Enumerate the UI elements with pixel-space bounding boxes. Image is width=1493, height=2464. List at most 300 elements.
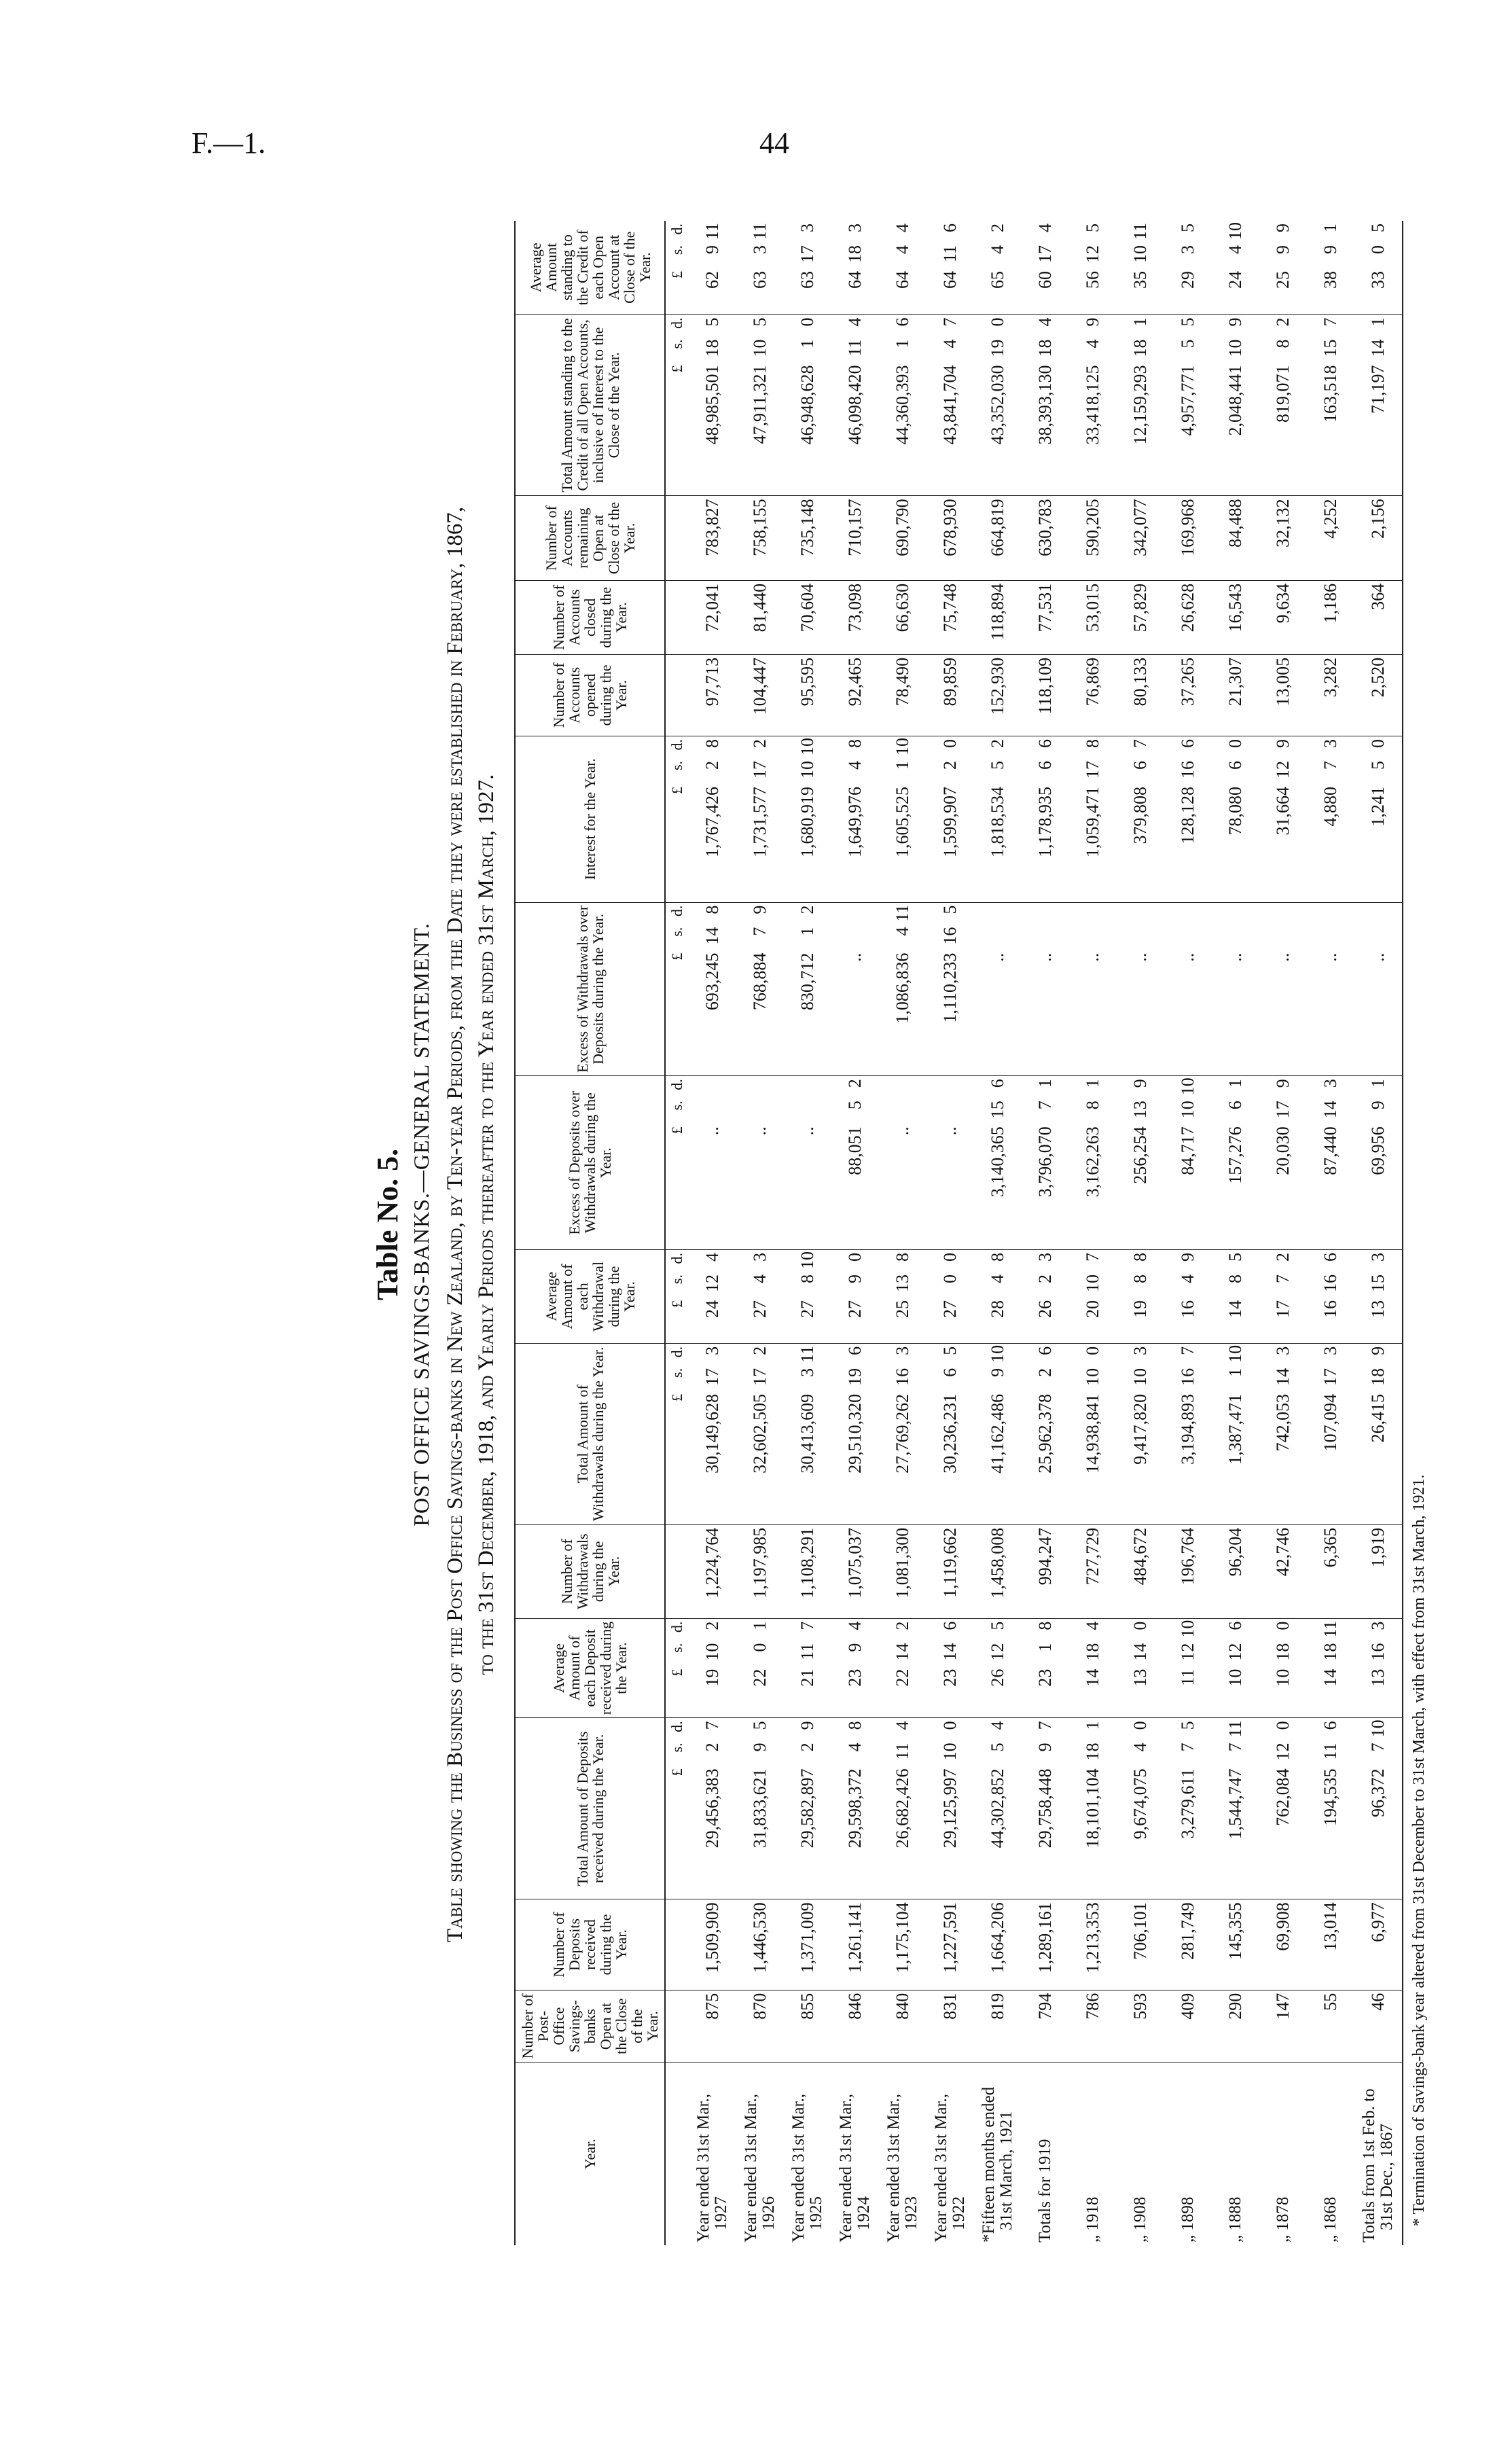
pence-value: 5 [940,1346,960,1355]
shillings-value: 7 [1273,1274,1293,1284]
excess-wd-cell [1307,902,1354,1076]
shillings-value: 12 [1178,1643,1198,1661]
wd-no-cell: 196,764 [1164,1524,1212,1618]
pence-value: 2 [893,1621,912,1630]
column-header: Total Amount standing to the Credit of all Open Accounts, inclusive of Interest to the Close of the Year. [515,315,665,496]
shillings-value: 9 [750,1743,770,1752]
pence-value: 1 [750,1621,770,1630]
column-header: Number of Withdrawals during the Year. [515,1524,665,1618]
pence-unit: d. [668,738,685,751]
pence-value: 7 [1178,1346,1198,1355]
interest-cell [736,736,784,902]
shillings-value: 1 [893,339,912,349]
pence-unit: d. [668,1253,685,1264]
shillings-value: 16 [940,927,960,945]
pounds-value: 3,194,893 [1178,1393,1198,1465]
wd-avg-cell [1022,1250,1069,1344]
closed-cell: 9,634 [1259,580,1307,654]
banks-cell: 840 [879,1990,927,2063]
interest-cell [1307,736,1354,902]
pence-value: 11 [1225,1720,1245,1738]
wd-total-cell [689,1343,736,1524]
wd-avg-cell [1212,1250,1259,1344]
excess-dep-cell [689,1076,736,1250]
pence-value: 2 [988,224,1007,232]
pounds-value: 768,884 [750,952,770,1011]
year-label: „ 1918 [1083,2196,1102,2243]
wd-avg-cell [1354,1250,1403,1344]
excess-dep-cell [1117,1076,1164,1250]
pence-value: 3 [1368,1621,1388,1630]
pounds-value: 3,279,611 [1178,1768,1198,1839]
year-sublabel: 31st Dec., 1867 [1378,2124,1396,2230]
pence-value: 3 [845,224,865,232]
pounds-value: 64 [940,271,960,289]
pence-value: 8 [1083,738,1102,748]
table-row [1212,221,1259,2245]
shillings-value: 11 [797,1643,817,1660]
pounds-value: 23 [940,1668,960,1687]
pound-unit: £ [668,365,685,373]
shillings-value: 1 [797,927,817,936]
table-row [879,221,927,2245]
pounds-value: 1,178,935 [1035,786,1055,857]
year-cell [1259,2063,1307,2245]
table-header [515,221,665,2245]
dep-avg-cell [1117,1618,1164,1718]
year-sublabel: 1926 [759,2196,778,2230]
pounds-value: 69,956 [1368,1126,1388,1175]
shillings-value: 14 [1130,1643,1150,1661]
wd-total-cell [974,1343,1022,1524]
banks-cell: 147 [1259,1990,1307,2063]
interest-cell [831,736,879,902]
excess-wd-cell [974,902,1022,1076]
pounds-value: .. [1225,952,1245,962]
dep-avg-cell [736,1618,784,1718]
pounds-value: 65 [988,271,1007,289]
dep-avg-cell [784,1618,831,1718]
wd-avg-cell [974,1250,1022,1344]
shillings-value: 15 [1320,339,1340,357]
column-header: Total Amount of Withdrawals during the Year. [515,1343,665,1524]
open-cell: 2,156 [1354,496,1403,581]
pounds-value: 88,051 [845,1126,865,1175]
opened-cell: 80,133 [1117,654,1164,736]
shilling-unit: s. [668,339,685,349]
pence-value: 5 [1178,317,1198,327]
avg-credit-cell [1117,221,1164,315]
pounds-value: 25 [1273,271,1293,289]
document-code: F.—1. [192,126,266,160]
shillings-value: 14 [940,1643,960,1661]
pounds-value: 1,387,471 [1225,1393,1245,1465]
pounds-value: 128,128 [1178,786,1198,844]
pounds-value: 21 [797,1668,817,1687]
shillings-value: 4 [1130,1743,1150,1752]
units-cell [665,580,689,654]
shillings-value: 9 [1273,245,1293,254]
year-sublabel: 31st March, 1921 [997,2111,1015,2230]
shillings-value: 14 [1273,1368,1293,1386]
year-cell [1307,2063,1354,2245]
shilling-unit: s. [668,1274,685,1285]
wd-total-cell [1212,1343,1259,1524]
pence-value: 9 [1130,1079,1150,1088]
pence-value: 7 [1320,317,1340,327]
pence-value: 3 [1035,1253,1055,1262]
pence-value: 8 [845,738,865,748]
dep-total-cell [927,1718,974,1899]
excess-wd-cell [689,902,736,1076]
pence-value: 11 [1130,222,1150,240]
wd-no-cell: 994,247 [1022,1524,1069,1618]
credit-cell [974,315,1022,496]
pence-value: 10 [1178,1077,1198,1096]
pence-value: 0 [1083,1346,1102,1355]
table-row [784,221,831,2245]
pence-value: 11 [797,1345,817,1363]
pence-value: 3 [1368,1253,1388,1262]
table-row [1354,221,1403,2245]
wd-no-cell: 1,119,662 [927,1524,974,1618]
credit-cell [1164,315,1212,496]
pounds-value: 30,149,628 [702,1393,722,1474]
pounds-value: 379,808 [1130,786,1150,844]
units-cell [665,1899,689,1990]
credit-cell [927,315,974,496]
pence-value: 10 [1225,1344,1245,1363]
closed-cell: 81,440 [736,580,784,654]
pounds-value: 44,360,393 [893,365,912,445]
wd-total-cell [1069,1343,1117,1524]
shillings-value: 7 [1178,1743,1198,1752]
pounds-value: 44,302,852 [988,1768,1007,1849]
shillings-value: 18 [1083,1643,1102,1661]
dep-no-cell: 1,289,161 [1022,1899,1069,1990]
credit-cell [1212,315,1259,496]
excess-dep-cell [736,1076,784,1250]
shillings-value: 3 [797,1368,817,1377]
shillings-value: 12 [1083,245,1102,263]
pence-value: 3 [1273,1346,1293,1355]
banks-cell: 55 [1307,1990,1354,2063]
pounds-value: .. [1273,952,1293,962]
pence-value: 5 [1225,1253,1245,1262]
credit-cell [1069,315,1117,496]
excess-dep-cell [1164,1076,1212,1250]
credit-cell [879,315,927,496]
shillings-value: 4 [1178,1274,1198,1284]
open-cell: 342,077 [1117,496,1164,581]
units-cell [665,221,689,315]
pounds-value: 742,053 [1273,1393,1293,1452]
pence-value: 9 [1273,224,1293,232]
shillings-value: 17 [797,245,817,263]
shillings-value: 7 [1035,1101,1055,1110]
year-cell [784,2063,831,2245]
shillings-value: 18 [1320,1643,1340,1661]
wd-avg-cell [1164,1250,1212,1344]
year-cell [1164,2063,1212,2245]
opened-cell: 2,520 [1354,654,1403,736]
dep-total-cell [736,1718,784,1899]
pence-value [702,1079,723,1095]
shillings-value: 12 [702,1274,722,1293]
pounds-value: 1,818,534 [988,786,1007,857]
pence-value: 7 [940,317,960,327]
pounds-value: 14 [1320,1668,1340,1687]
wd-total-cell [927,1343,974,1524]
dep-total-cell [879,1718,927,1899]
avg-credit-cell [784,221,831,315]
column-header: Average Amount standing to the Credit of each Open Account at Close of the Year. [515,221,665,315]
table-row [974,221,1022,2245]
pence-value: 1 [1368,317,1388,327]
shillings-value [702,1101,723,1121]
credit-cell [689,315,736,496]
pence-unit: d. [668,1346,685,1358]
credit-cell [1117,315,1164,496]
excess-wd-cell [1259,902,1307,1076]
opened-cell: 89,859 [927,654,974,736]
units-cell [665,1718,689,1899]
pence-value [1035,906,1056,922]
pence-value: 5 [1368,224,1388,232]
pounds-value: 9,674,075 [1130,1768,1150,1840]
pence-value: 9 [1178,1253,1198,1262]
shillings-value [1178,927,1198,948]
opened-cell: 92,465 [831,654,879,736]
shillings-value: 8 [1225,1274,1245,1284]
shillings-value: 11 [940,245,960,263]
pence-value: 6 [845,1346,865,1355]
shillings-value: 2 [1035,1368,1055,1377]
opened-cell: 37,265 [1164,654,1212,736]
closed-cell: 364 [1354,580,1403,654]
pence-value: 2 [1273,317,1293,327]
dep-avg-cell [927,1618,974,1718]
pence-value: 4 [1035,317,1055,327]
shillings-value: 1 [1225,1368,1245,1377]
year-label: „ 1888 [1226,2196,1244,2243]
pence-value: 10 [797,737,817,755]
shillings-value [1320,927,1341,948]
year-sublabel: 1922 [950,2196,968,2230]
shillings-value: 10 [1083,1274,1102,1293]
wd-no-cell: 1,075,037 [831,1524,879,1618]
shillings-value: 9 [1035,1743,1055,1752]
pence-value: 5 [750,317,770,327]
pounds-value: 29,582,897 [797,1768,817,1849]
pence-value: 9 [1083,317,1102,327]
pence-value [750,1079,770,1095]
shillings-value: 17 [1035,245,1055,263]
excess-wd-cell [1022,902,1069,1076]
pence-value: 6 [988,1079,1007,1088]
open-cell: 664,819 [974,496,1022,581]
pence-value: 10 [988,1344,1007,1363]
wd-no-cell: 6,365 [1307,1524,1354,1618]
shillings-value [1130,927,1151,948]
dep-no-cell: 706,101 [1117,1899,1164,1990]
credit-cell [1307,315,1354,496]
pence-value: 3 [797,224,817,232]
shillings-value: 15 [988,1101,1007,1119]
pounds-value: 1,599,907 [940,786,960,857]
pence-value: 1 [1320,224,1340,232]
pounds-value: 157,276 [1225,1126,1245,1184]
pence-value: 7 [797,1621,817,1630]
dep-no-cell: 1,664,206 [974,1899,1022,1990]
pounds-value: 1,649,976 [845,786,865,857]
units-cell [665,1250,689,1344]
closed-cell: 16,543 [1212,580,1259,654]
shilling-unit: s. [668,1743,685,1753]
shilling-unit: s. [668,1368,685,1378]
shillings-value: 17 [702,1368,722,1386]
shillings-value: 5 [988,760,1007,770]
pence-value: 4 [1083,1621,1102,1630]
pounds-value: 26 [988,1668,1007,1687]
wd-no-cell: 42,746 [1259,1524,1307,1618]
pounds-value: 13 [1368,1668,1388,1687]
excess-wd-cell [1117,902,1164,1076]
pence-value: 9 [1368,1346,1388,1355]
wd-avg-cell [784,1250,831,1344]
avg-credit-cell [1069,221,1117,315]
pounds-value: 43,352,030 [988,365,1007,445]
interest-cell [974,736,1022,902]
shillings-value: 2 [702,760,722,770]
pence-value: 5 [1178,1721,1198,1730]
credit-cell [1259,315,1307,496]
pounds-value: 25 [893,1300,912,1319]
pounds-value: 63 [750,271,770,289]
pounds-value: 10 [1273,1668,1293,1687]
pence-value [1273,906,1293,922]
pounds-value: 3,162,263 [1083,1126,1102,1198]
units-cell [665,315,689,496]
pence-value: 9 [1273,1079,1293,1088]
pence-value [1225,906,1246,922]
opened-cell: 3,282 [1307,654,1354,736]
excess-wd-cell [736,902,784,1076]
pounds-value: 12,159,293 [1130,365,1150,445]
column-header: Interest for the Year. [515,736,665,902]
avg-credit-cell [831,221,879,315]
credit-cell [736,315,784,496]
pence-value: 0 [940,738,960,748]
pence-value [1320,906,1341,922]
pence-value: 5 [750,1721,770,1730]
pence-value: 8 [1130,1253,1150,1262]
opened-cell: 104,447 [736,654,784,736]
shillings-value: 4 [940,339,960,349]
table-row [1022,221,1069,2245]
avg-credit-cell [1307,221,1354,315]
pence-value: 3 [1320,1346,1340,1355]
pence-value: 10 [1178,1620,1198,1638]
wd-no-cell: 1,919 [1354,1524,1403,1618]
table-row [1069,221,1117,2245]
pence-value: 7 [1130,738,1150,748]
pound-unit: £ [668,1300,685,1308]
excess-dep-cell [974,1076,1022,1250]
shillings-value: 8 [1083,1101,1102,1110]
units-cell [665,902,689,1076]
shillings-value: 17 [1320,1368,1340,1386]
shillings-value: 17 [750,1368,770,1386]
pounds-value: .. [845,952,865,962]
table-row [927,221,974,2245]
year-label: Year ended 31st Mar., [742,2094,760,2243]
pence-value: 4 [702,1253,722,1262]
closed-cell: 53,015 [1069,580,1117,654]
dep-avg-cell [1164,1618,1212,1718]
pounds-value: 60 [1035,271,1055,289]
pence-value: 8 [702,905,722,914]
shillings-value: 17 [750,760,770,779]
pence-value: 6 [1320,1253,1340,1262]
pounds-value: 1,605,525 [893,786,912,857]
year-label: „ 1878 [1274,2196,1292,2243]
column-header: Number of Accounts closed during the Year. [515,580,665,654]
shillings-value [1368,927,1388,948]
excess-wd-cell [1164,902,1212,1076]
units-row [665,221,689,2245]
header-row [515,221,665,2245]
shillings-value: 18 [1035,339,1055,357]
wd-no-cell: 1,081,300 [879,1524,927,1618]
pounds-value: 1,086,836 [893,952,912,1024]
year-label: Year ended 31st Mar., [837,2094,855,2243]
wd-total-cell [1022,1343,1069,1524]
shillings-value: 14 [893,1643,912,1661]
year-sublabel: 1925 [807,2196,825,2230]
year-cell [1022,2063,1069,2245]
shillings-value [940,1101,960,1121]
wd-avg-cell [1069,1250,1117,1344]
shillings-value: 7 [750,927,770,936]
pounds-value: 4,957,771 [1178,365,1198,436]
shillings-value: 18 [702,339,722,357]
pounds-value: .. [1320,952,1340,962]
shillings-value: 4 [1225,245,1245,254]
excess-dep-cell [1069,1076,1117,1250]
table-subtitle: POST OFFICE SAVINGS-BANKS.—GENERAL STATEMENT. [409,923,433,1526]
shillings-value: 10 [1083,1368,1102,1386]
shillings-value: 14 [1320,1101,1340,1119]
table-row [689,221,736,2245]
pence-value: 10 [1225,222,1245,240]
shillings-value: 9 [1368,1101,1388,1110]
pence-value [940,1079,960,1095]
wd-total-cell [1164,1343,1212,1524]
excess-dep-cell [784,1076,831,1250]
pence-value: 6 [893,317,912,327]
shillings-value: 1 [797,339,817,349]
column-header: Year. [515,2063,665,2245]
dep-avg-cell [879,1618,927,1718]
pence-value: 4 [845,1621,865,1630]
closed-cell: 66,630 [879,580,927,654]
shillings-value: 3 [1178,245,1198,254]
wd-no-cell: 1,197,985 [736,1524,784,1618]
shillings-value: 16 [1368,1643,1388,1661]
pence-value: 11 [702,222,722,240]
pounds-value: 13 [1368,1300,1388,1319]
